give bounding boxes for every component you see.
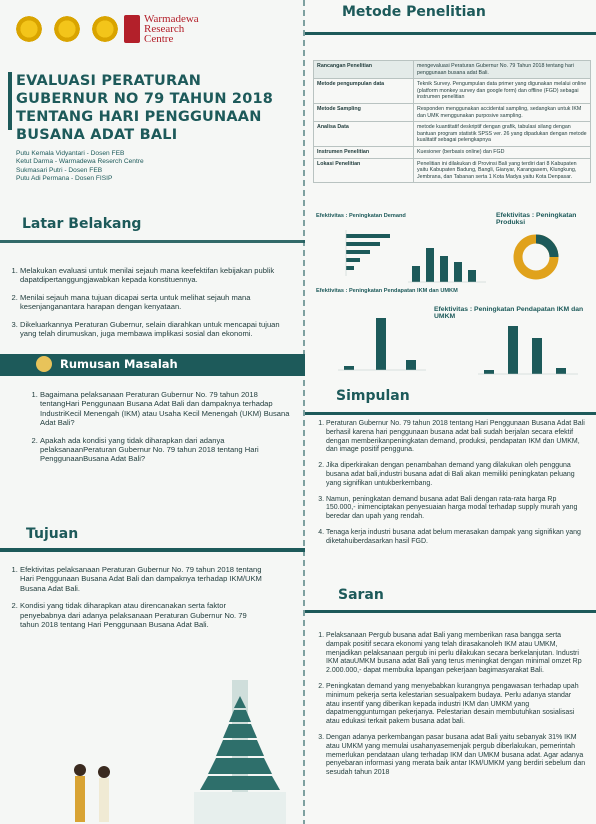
demand-column-chart — [406, 228, 490, 288]
latar-list — [10, 266, 292, 346]
chart-bar — [484, 370, 494, 374]
list-item: 2. Apakah ada kondisi yang tidak diharapkan dari adanya pelaksanaanPeraturan Gubernur No. 79 tahun 2018 tentang Hari PenggunaanBusana Adat Bali? — [40, 436, 292, 464]
rumusan-list — [30, 390, 292, 472]
province-seal-icon — [52, 14, 82, 44]
tujuan-list — [10, 565, 265, 637]
table-key: Metode pengumpulan data — [314, 79, 414, 104]
dancer-illustration — [60, 760, 120, 824]
title-accent-bar — [8, 72, 12, 130]
chart-bar — [468, 270, 476, 282]
list-item: 2. Kondisi yang tidak diharapkan atau direncanakan serta faktor penyebabnya dari adanya pelaksanaan Peraturan Gubernur No. 79 tahun 2018 tentang Hari Penggunaan Busana Adat Bali. — [20, 601, 265, 629]
list-item: 2. Menilai sejauh mana tujuan dicapai serta untuk melihat sejauh mana kesenjanganantara harapan dengan kenyataan. — [20, 293, 292, 312]
saran-heading: Saran — [338, 587, 384, 603]
lotus-icon — [36, 356, 52, 372]
author-list — [16, 150, 144, 184]
list-item: 1. Pelaksanaan Pergub busana adat Bali yang memberikan rasa bangga serta dampak positif secara ekonomi yang telah dirasakanoleh IKM atau UMKM, menjadikan pelaksanaan pergub ini perlu dilakukan secara berkelanjutan. Industri IKM atauUMKM busana adat Bali yang terus meningkat dengan minimal omzet Rp 2.000.000,- dapat membuka lapangan pekerjaan bagimasyarakat Bali. — [326, 632, 586, 676]
author: Ketut Darma - Warmadewa Reserch Centre — [16, 158, 144, 166]
saran-underline — [305, 610, 596, 613]
wrc-line3: Centre — [144, 33, 174, 45]
chart-bar — [454, 262, 462, 282]
wrc-mark-icon — [124, 15, 140, 43]
chart-slice — [536, 239, 554, 257]
logo-group — [14, 12, 120, 46]
list-item: 1. Peraturan Gubernur No. 79 tahun 2018 tentang Hari Penggunaan Busana Adat Bali berhasil karena hari penggunaan busana adat bali sudah berjalan secara efektif dengan memberikanpeningkatan demand, produksi, pendapatan IKM dan UMKM, dan image positif pengguna. — [326, 420, 586, 455]
chart-bar — [344, 366, 354, 370]
chart-bar — [346, 234, 390, 238]
table-value: Responden menggunakan accidental sampling, sedangkan untuk IKM dan UMK menggunakan purposive sampling. — [414, 103, 591, 121]
ikm-column-chart-2 — [476, 318, 580, 378]
chart-bar — [412, 266, 420, 282]
chart-title-demand: Efektivitas : Peningkatan Demand — [316, 213, 406, 219]
simpulan-heading: Simpulan — [336, 388, 410, 404]
tujuan-underline — [0, 548, 305, 552]
chart-bar — [426, 248, 434, 282]
chart-bar — [346, 258, 360, 262]
wrc-line2: Research — [144, 23, 185, 35]
warmadewa-seal-icon — [90, 14, 120, 44]
table-row — [314, 79, 591, 104]
wrc-logo — [124, 14, 199, 44]
list-item: 2. Jika diperkirakan dengan penambahan demand yang dilakukan oleh pengguna busana adat bali,industri busana adat di Bali akan memiliki peningkatan peluang yang signifikan untukberkembang. — [326, 462, 586, 488]
list-item: 3. Dikeluarkannya Peraturan Gubernur, selain diarahkan untuk mencapai tujuan yang telah dirumuskan, juga membawa implikasi sosial dan ekonomi. — [20, 320, 292, 339]
list-item: 3. Dengan adanya perkembangan pasar busana adat Bali yaitu sebanyak 31% IKM atau UMKM yang memulai usahanyasemenjak pergub diberlakukan, pemerintah memerlukan pendataan ulang terhadap IKM dan UMKM busana adat. Agar adanya penyebaran informasi yang merata baik antar IKM/UMKM yang berdiri sebelum dan sesudah tahun 2018 — [326, 734, 586, 778]
table-key: Instrumen Penelitian — [314, 146, 414, 158]
tujuan-heading: Tujuan — [26, 526, 79, 542]
latar-underline — [0, 240, 305, 243]
chart-bar — [440, 256, 448, 282]
list-item: 3. Namun, peningkatan demand busana adat Bali dengan rata-rata harga Rp 150.000,- inimenciptakan penyesuaian harga modal terhadap supply murah yang beredar dan upah yang rendah. — [326, 496, 586, 522]
table-row — [314, 61, 591, 79]
chart-bar — [376, 318, 386, 370]
list-item: 1. Efektivitas pelaksanaan Peraturan Gubernur No. 79 tahun 2018 tentang Hari Penggunaan Busana Adat Bali dan dampaknya terhadap IKM/UKM Busana Adat Bali. — [20, 565, 265, 593]
chart-bar — [556, 368, 566, 374]
chart-title-ikm-2: Efektivitas : Peningkatan Pendapatan IKM dan UMKM — [434, 306, 584, 320]
table-value: Teknik Survey. Pengumpulan data primer yang digunakan melalui online (platform monkey survey dan google form) dan offline (FGD) sebagai instrumen penelitian — [414, 79, 591, 104]
chart-bar — [346, 266, 354, 270]
chart-bar — [532, 338, 542, 374]
table-key: Lokasi Penelitian — [314, 158, 414, 183]
wrc-line1: Warmadewa — [144, 13, 199, 25]
temple-illustration — [180, 640, 300, 824]
simpulan-underline — [305, 412, 596, 415]
chart-bar — [508, 326, 518, 374]
udayana-seal-icon — [14, 14, 44, 44]
table-value: metode kuantitatif deskriptif dengan grafik, tabulasi silang dengan bantuan program statistik SPSS ver. 26 yang dipadukan dengan metode kualitatif sebagai pelengkapnya — [414, 122, 591, 147]
table-key: Metode Sampling — [314, 103, 414, 121]
list-item: 1. Melakukan evaluasi untuk menilai sejauh mana keefektifan kebijakan publik dapatdipertanggungjawabkan kepada konstituennya. — [20, 266, 292, 285]
list-item: 4. Tenaga kerja industri busana adat belum merasakan dampak yang signifikan yang diketahuiberdasarkan hasil FGD. — [326, 529, 586, 547]
table-value: mengevaluasi Peraturan Gubernur No. 79 Tahun 2018 tentang hari penggunaan busana adat Bali. — [414, 61, 591, 79]
table-key: Rancangan Penelitian — [314, 61, 414, 79]
table-key: Analisa Data — [314, 122, 414, 147]
chart-bar — [406, 360, 416, 370]
ikm-column-chart-1 — [336, 304, 428, 378]
chart-title-produksi: Efektivitas : Peningkatan Produksi — [496, 212, 577, 226]
chart-bar — [346, 242, 380, 246]
chart-title-ikm-1: Efektivitas : Peningkatan Pendapatan IKM dan UMKM — [316, 288, 458, 294]
chart-bar — [346, 250, 370, 254]
metode-table — [313, 60, 591, 183]
demand-hbar-chart — [316, 222, 406, 288]
rumusan-heading: Rumusan Masalah — [60, 357, 178, 371]
table-value: Kuesioner (berbasis online) dan FGD — [414, 146, 591, 158]
table-row — [314, 158, 591, 183]
simpulan-list — [316, 420, 586, 554]
saran-list — [316, 632, 586, 785]
table-value: Penelitian ini dilakukan di Provinsi Bali yang terdiri dari 8 Kabupaten yaitu Kabupaten Badung, Bangli, Gianyar, Karangasem, Klungkung, Jembrana, dan Tabanan serta 1 Kota Madya yaitu Kota Denpasar. — [414, 158, 591, 183]
list-item: 1. Bagaimana pelaksanaan Peraturan Gubernur No. 79 tahun 2018 tentangHari Penggunaan Busana Adat Bali dan dampaknya terhadap IndustriKecil Menengah (IKM) atau Usaha Kecil Menengah (UKM) Busana Adat Bali? — [40, 390, 292, 428]
poster-title: EVALUASI PERATURAN GUBERNUR NO 79 TAHUN 2018 TENTANG HARI PENGGUNAAN BUSANA ADAT BALI — [16, 73, 274, 143]
list-item: 2. Peningkatan demand yang menyebabkan kurangnya pengawasan terhadap upah minimum pekerja serta kelestarian sesualpakem budaya. Perlu adanya standar atau insentif yang diberikan kepada industri IKM dan UMKM yang dapatmenggunturngan pekerjanya. Pelestarian desain membutuhkan sosialisasi atau edukasi terkait pakem busana adat bali. — [326, 683, 586, 727]
produksi-donut-chart — [506, 230, 566, 284]
latar-heading: Latar Belakang — [22, 216, 142, 232]
table-row — [314, 146, 591, 158]
metode-heading: Metode Penelitian — [342, 4, 486, 20]
author: Putu Kemala Vidyantari - Dosen FEB — [16, 150, 125, 157]
author: Sukmasari Putri - Dosen FEB — [16, 166, 103, 174]
author: Putu Adi Permana - Dosen FISIP — [16, 175, 113, 183]
metode-underline — [305, 32, 596, 35]
table-row — [314, 103, 591, 121]
table-row — [314, 122, 591, 147]
